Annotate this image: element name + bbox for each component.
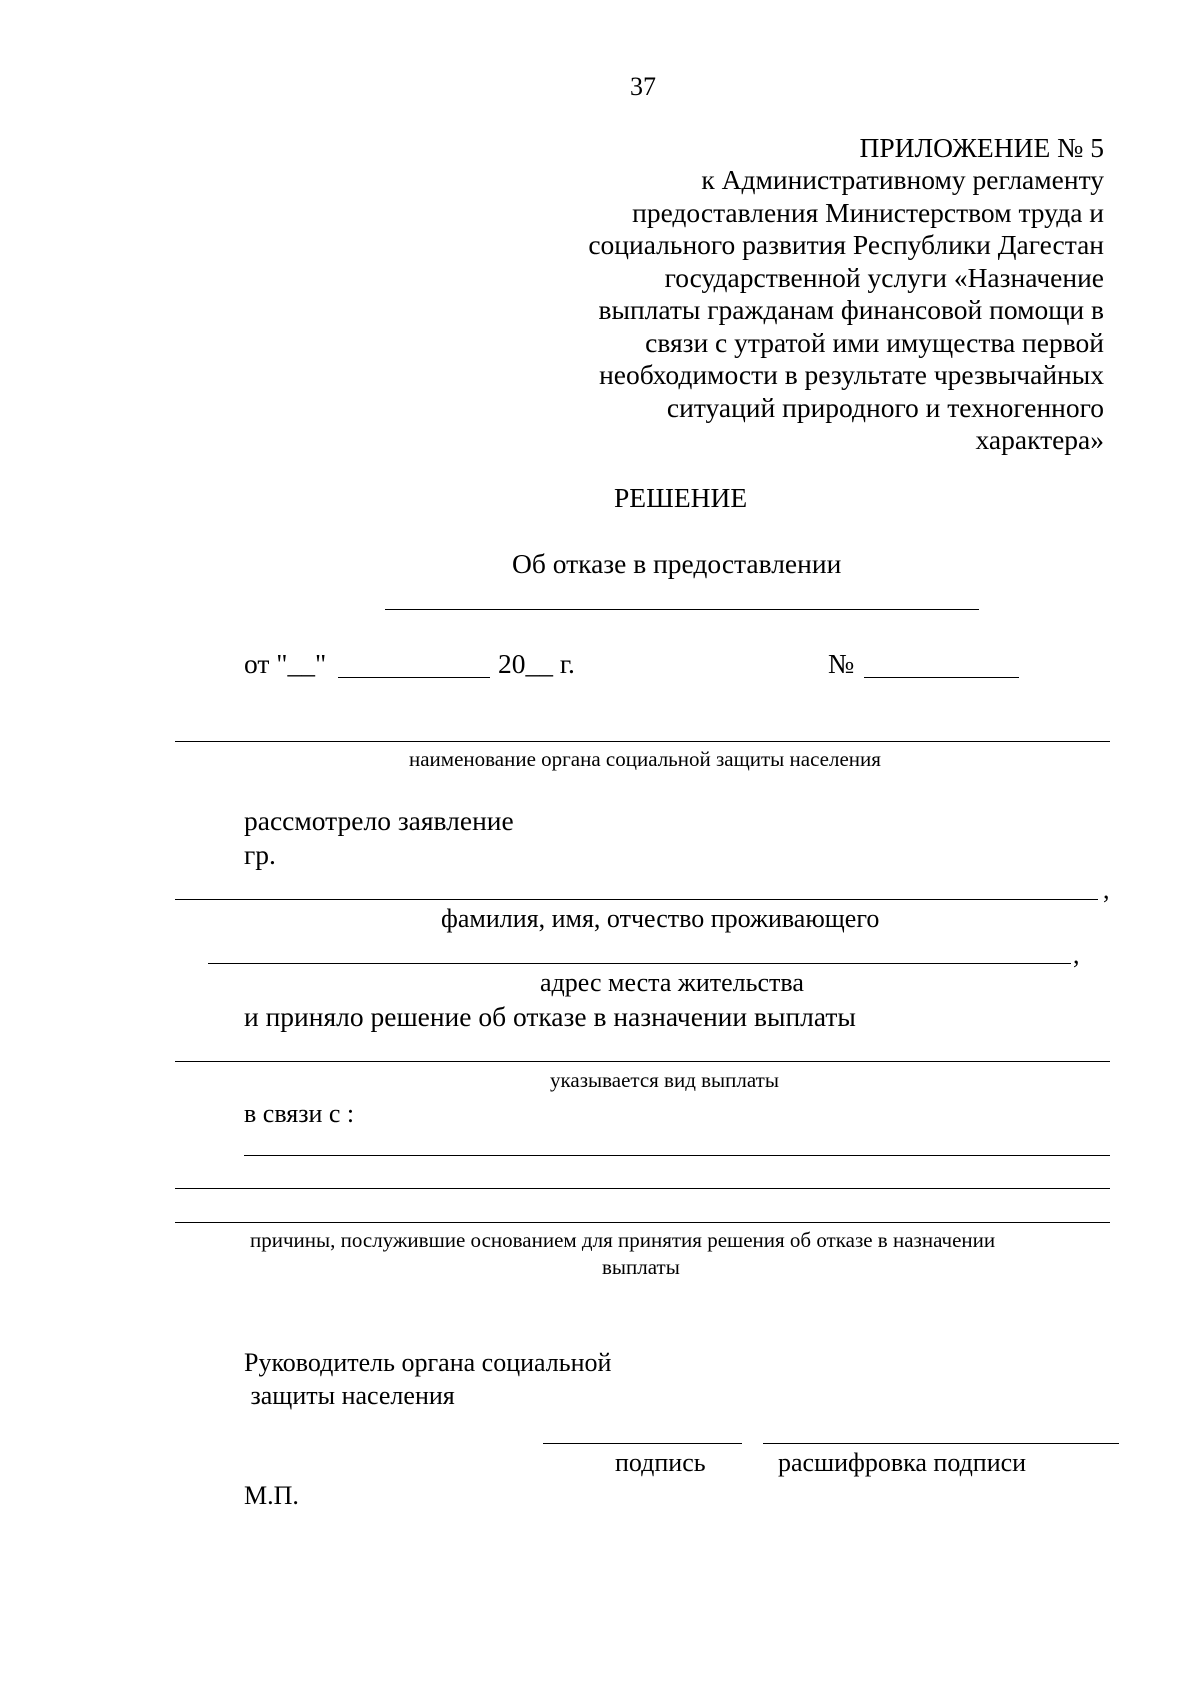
- appendix-line: к Административному регламенту: [701, 164, 1104, 195]
- date-prefix: от "__": [244, 648, 327, 679]
- appendix-line: социального развития Республики Дагестан: [588, 229, 1104, 260]
- decision-text: и приняло решение об отказе в назначении выплаты: [244, 1001, 856, 1032]
- signature-decode-line: [763, 1443, 1119, 1444]
- head-title: защиты населения: [244, 1381, 455, 1410]
- appendix-line: ситуаций природного и техногенного: [666, 391, 1104, 423]
- reason-prefix: в связи с :: [244, 1099, 355, 1128]
- head-title: Руководитель органа социальной: [244, 1348, 612, 1377]
- number-line: [864, 677, 1019, 678]
- page-number: 37: [630, 72, 656, 101]
- address-caption: адрес места жительства: [540, 968, 804, 997]
- signature-caption: подпись: [615, 1448, 706, 1477]
- appendix-line: характера»: [975, 424, 1104, 455]
- reason-caption: выплаты: [602, 1255, 680, 1279]
- stamp-label: М.П.: [244, 1481, 299, 1510]
- address-line: [208, 963, 1071, 964]
- appendix-title: ПРИЛОЖЕНИЕ № 5: [859, 132, 1104, 163]
- appendix-line: необходимости в результате чрезвычайных: [599, 359, 1104, 390]
- appendix-block: [484, 132, 1104, 457]
- signature-line: [543, 1443, 742, 1444]
- reason-caption: причины, послужившие основанием для принятия решения об отказе в назначении: [250, 1228, 996, 1252]
- date-year: 20__ г.: [498, 648, 575, 679]
- fio-line: [175, 899, 1098, 900]
- reason-line: [175, 1222, 1110, 1223]
- date-month-line: [338, 677, 490, 678]
- organ-line: [175, 741, 1110, 742]
- decision-title: РЕШЕНИЕ: [614, 482, 748, 513]
- appendix-line: государственной услуги «Назначение: [664, 261, 1104, 293]
- citizen-label: гр.: [244, 839, 276, 870]
- fio-caption: фамилия, имя, отчество проживающего: [441, 904, 880, 933]
- considered-text: рассмотрело заявление: [244, 805, 514, 836]
- appendix-line: выплаты гражданам финансовой помощи в: [598, 294, 1104, 325]
- reason-line: [244, 1155, 1110, 1156]
- reason-line: [175, 1188, 1110, 1189]
- appendix-line: связи с утратой ими имущества первой: [645, 326, 1104, 358]
- number-sign: №: [828, 648, 855, 679]
- comma: ,: [1073, 940, 1080, 969]
- comma: ,: [1103, 875, 1110, 904]
- appendix-line: предоставления Министерством труда и: [632, 196, 1104, 228]
- decision-subtitle: Об отказе в предоставлении: [512, 548, 842, 579]
- signature-decode-caption: расшифровка подписи: [778, 1448, 1027, 1477]
- payment-caption: указывается вид выплаты: [550, 1068, 779, 1092]
- organ-caption: наименование органа социальной защиты населения: [409, 747, 881, 771]
- service-name-line: [385, 609, 979, 610]
- payment-line: [175, 1061, 1110, 1062]
